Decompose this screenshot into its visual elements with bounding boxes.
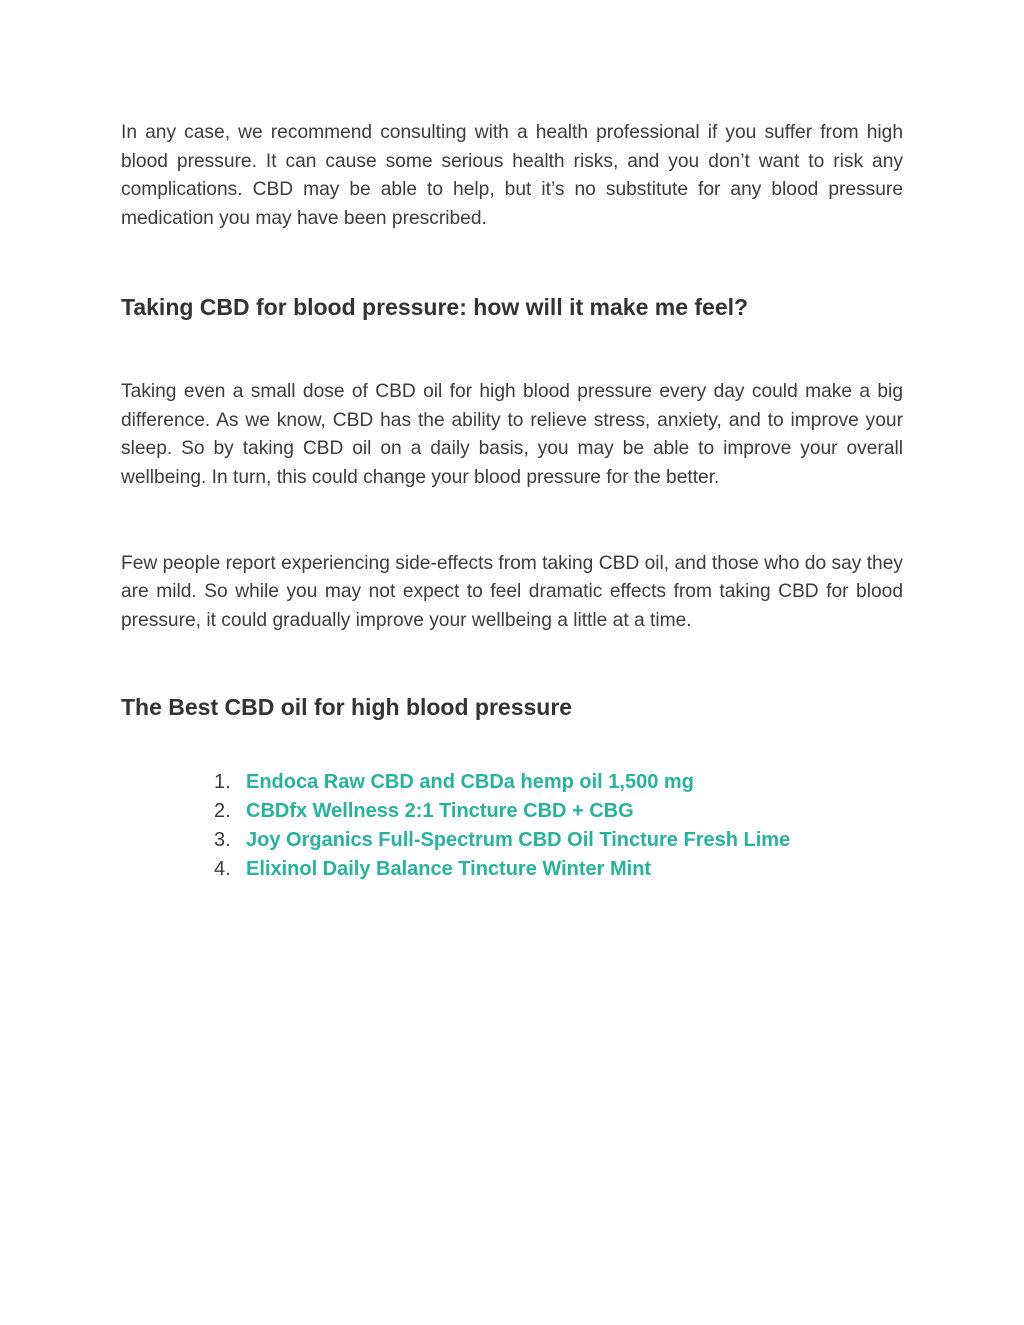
list-item [121,855,903,884]
heading-how-will-it-feel: Taking CBD for blood pressure: how will it make me feel? [121,293,749,320]
document-page [121,119,903,884]
list-item [121,826,903,855]
heading-best-cbd-oil: The Best CBD oil for high blood pressure [121,693,573,720]
list-number: 3. [214,828,231,851]
product-list [121,768,903,884]
product-link-joy-organics[interactable]: Joy Organics Full-Spectrum CBD Oil Tincture Fresh Lime [246,828,791,851]
list-number: 4. [214,857,231,880]
paragraph-daily-dose: Taking even a small dose of CBD oil for high blood pressure every day could make a big difference. As we know, CBD has the ability to relieve stress, anxiety, and to improve your sleep. So by taking CBD oil on a daily basis, you may be able to improve your overall wellbeing. In turn, this could change your blood pressure for the better. [121,380,903,488]
product-link-elixinol[interactable]: Elixinol Daily Balance Tincture Winter Mint [246,857,652,880]
product-link-cbdfx[interactable]: CBDfx Wellness 2:1 Tincture CBD + CBG [246,799,634,822]
list-item [121,768,903,797]
list-item [121,797,903,826]
paragraph-consult-professional: In any case, we recommend consulting with a health professional if you suffer from high blood pressure. It can cause some serious health risks, and you don’t want to risk any complications. CBD may be able to help, but it’s no substitute for any blood pressure medication you may have been prescribed. [121,122,903,230]
list-number: 1. [214,770,231,793]
list-number: 2. [214,799,231,822]
product-link-endoca[interactable]: Endoca Raw CBD and CBDa hemp oil 1,500 mg [246,770,694,793]
paragraph-side-effects: Few people report experiencing side-effects from taking CBD oil, and those who do say they are mild. So while you may not expect to feel dramatic effects from taking CBD for blood pressure, it could gradually improve your wellbeing a little at a time. [121,552,903,632]
